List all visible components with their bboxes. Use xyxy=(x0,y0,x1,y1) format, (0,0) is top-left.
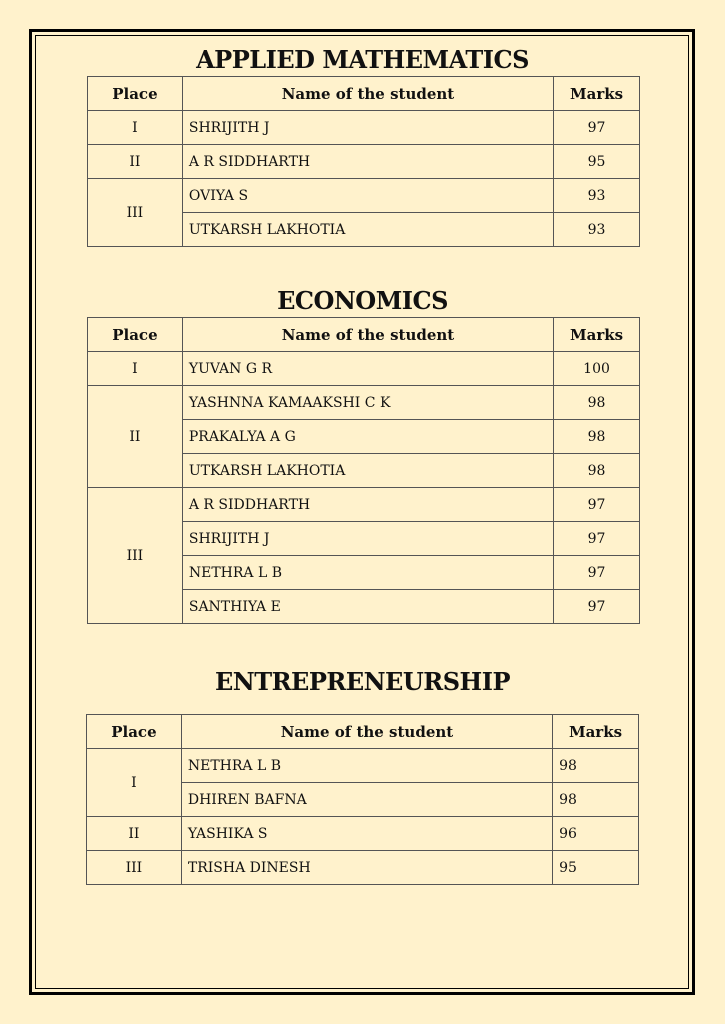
place-cell: III xyxy=(88,488,183,624)
marks-cell: 97 xyxy=(554,522,640,556)
place-cell: I xyxy=(88,352,183,386)
section-entrepreneurship xyxy=(0,667,725,697)
section-economics xyxy=(0,286,725,316)
table-row xyxy=(88,488,640,522)
header-place: Place xyxy=(88,318,183,352)
student-name: YASHIKA S xyxy=(181,817,552,851)
place-cell: I xyxy=(88,111,183,145)
marks-cell: 97 xyxy=(554,111,640,145)
table-row xyxy=(88,111,640,145)
section-title: ECONOMICS xyxy=(277,286,448,315)
student-name: SHRIJITH J xyxy=(182,111,553,145)
header-place: Place xyxy=(88,77,183,111)
student-name: A R SIDDHARTH xyxy=(182,145,553,179)
student-name: NETHRA L B xyxy=(182,556,553,590)
header-name: Name of the student xyxy=(182,77,553,111)
header-marks: Marks xyxy=(554,318,640,352)
header-name: Name of the student xyxy=(182,318,553,352)
marks-cell: 98 xyxy=(554,454,640,488)
marks-cell: 95 xyxy=(554,145,640,179)
student-name: UTKARSH LAKHOTIA xyxy=(182,213,553,247)
table-row xyxy=(88,145,640,179)
place-cell: III xyxy=(87,851,182,885)
place-cell: I xyxy=(87,749,182,817)
marks-cell: 98 xyxy=(554,420,640,454)
section-applied-mathematics xyxy=(0,45,725,75)
place-cell: II xyxy=(88,145,183,179)
place-cell: III xyxy=(88,179,183,247)
place-cell: II xyxy=(87,817,182,851)
marks-cell: 98 xyxy=(553,749,639,783)
marks-cell: 97 xyxy=(554,556,640,590)
results-table-applied-mathematics xyxy=(87,76,640,247)
marks-cell: 98 xyxy=(554,386,640,420)
student-name: SHRIJITH J xyxy=(182,522,553,556)
header-name: Name of the student xyxy=(181,715,552,749)
place-cell: II xyxy=(88,386,183,488)
header-place: Place xyxy=(87,715,182,749)
student-name: OVIYA S xyxy=(182,179,553,213)
marks-cell: 97 xyxy=(554,488,640,522)
marks-cell: 93 xyxy=(554,213,640,247)
table-row xyxy=(87,817,639,851)
student-name: TRISHA DINESH xyxy=(181,851,552,885)
table-row xyxy=(88,179,640,213)
header-marks: Marks xyxy=(553,715,639,749)
student-name: YUVAN G R xyxy=(182,352,553,386)
results-table-economics xyxy=(87,317,640,624)
table-row xyxy=(88,386,640,420)
table-header-row xyxy=(88,77,640,111)
table-header-row xyxy=(87,715,639,749)
student-name: PRAKALYA A G xyxy=(182,420,553,454)
student-name: SANTHIYA E xyxy=(182,590,553,624)
table-header-row xyxy=(88,318,640,352)
marks-cell: 100 xyxy=(554,352,640,386)
student-name: A R SIDDHARTH xyxy=(182,488,553,522)
student-name: YASHNNA KAMAAKSHI C K xyxy=(182,386,553,420)
section-title: APPLIED MATHEMATICS xyxy=(196,45,529,74)
student-name: NETHRA L B xyxy=(181,749,552,783)
table-row xyxy=(87,851,639,885)
marks-cell: 95 xyxy=(553,851,639,885)
table-row xyxy=(88,352,640,386)
results-table-entrepreneurship xyxy=(86,714,639,885)
section-title: ENTREPRENEURSHIP xyxy=(215,667,510,696)
table-row xyxy=(87,749,639,783)
marks-cell: 97 xyxy=(554,590,640,624)
student-name: UTKARSH LAKHOTIA xyxy=(182,454,553,488)
marks-cell: 93 xyxy=(554,179,640,213)
marks-cell: 96 xyxy=(553,817,639,851)
header-marks: Marks xyxy=(554,77,640,111)
marks-cell: 98 xyxy=(553,783,639,817)
student-name: DHIREN BAFNA xyxy=(181,783,552,817)
